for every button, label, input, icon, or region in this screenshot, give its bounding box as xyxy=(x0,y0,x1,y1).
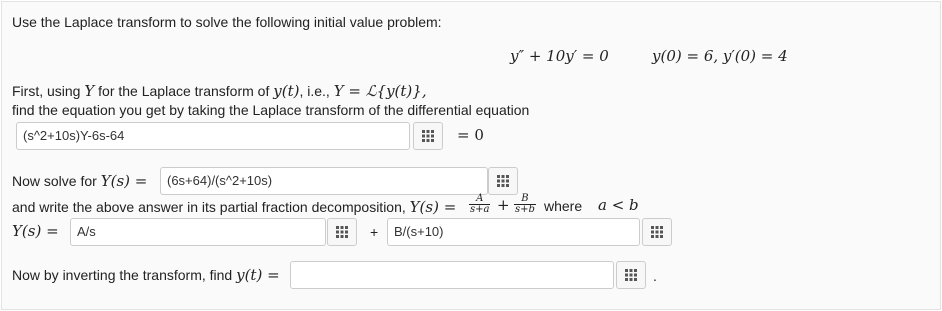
step2-prefix: Now solve for xyxy=(12,173,97,189)
keypad-button-4[interactable] xyxy=(642,218,672,246)
fraction-A-input[interactable]: A/s xyxy=(70,218,326,246)
step3-text-label: and write the above answer in its partial fraction decomposition, xyxy=(12,199,406,215)
step1-line2: find the equation you get by taking the Laplace transform of the differential equation xyxy=(12,102,530,118)
initial-conditions: y(0) = 6, y′(0) = 4 xyxy=(652,47,788,65)
step4-text-label: Now by inverting the transform, find xyxy=(12,267,233,283)
keypad-button-2[interactable] xyxy=(488,167,518,195)
condition-a-lt-b: a < b xyxy=(598,196,639,214)
fraction-B-input[interactable]: B/(s+10) xyxy=(387,218,640,246)
fraction-B xyxy=(514,194,536,215)
step1-definition: Y = ℒ{y(t)}, xyxy=(333,82,427,100)
fraction-A xyxy=(469,194,490,215)
keypad-icon xyxy=(625,269,637,281)
step2-text xyxy=(12,172,147,190)
step1-first-text: First, using xyxy=(12,83,81,99)
fraction-B-denominator: s+b xyxy=(515,204,535,215)
where-text: where xyxy=(544,198,583,214)
laplace-equation-input[interactable]: (s^2+10s)Y-6s-64 xyxy=(16,122,410,150)
question-panel xyxy=(1,1,941,310)
fraction-A-denominator: s+a xyxy=(470,204,490,215)
step3-lhs: Y(s) = xyxy=(12,222,59,240)
Ys-input[interactable]: (6s+64)/(s^2+10s) xyxy=(160,167,488,195)
keypad-icon xyxy=(336,226,348,238)
step4-yt: y(t) = xyxy=(236,266,280,284)
fraction-B-numerator: B xyxy=(514,194,536,205)
yt-input[interactable] xyxy=(290,261,614,289)
equals-zero: = 0 xyxy=(457,126,484,144)
step3-text xyxy=(12,198,456,216)
step1-line1 xyxy=(12,82,427,100)
plus-sign-2: + xyxy=(370,224,379,240)
step2-Ys: Y(s) = xyxy=(100,172,148,190)
step1-for-text: for the Laplace transform of xyxy=(98,83,270,99)
period: . xyxy=(653,268,657,284)
step1-yt: y(t) xyxy=(273,82,300,100)
keypad-button-5[interactable] xyxy=(616,261,646,289)
keypad-button-3[interactable] xyxy=(327,218,357,246)
keypad-icon xyxy=(497,175,509,187)
fraction-A-numerator: A xyxy=(469,194,490,205)
keypad-icon xyxy=(651,226,663,238)
keypad-button-1[interactable] xyxy=(413,122,443,150)
step3-Ys: Y(s) = xyxy=(409,198,457,216)
step1-ie-text: , i.e., xyxy=(299,83,330,99)
step1-var-Y: Y xyxy=(84,82,95,100)
step4-text xyxy=(12,266,280,284)
intro-text: Use the Laplace transform to solve the following initial value problem: xyxy=(12,14,442,30)
ode-equation: y″ + 10y′ = 0 xyxy=(510,47,609,65)
keypad-icon xyxy=(422,130,434,142)
plus-sign: + xyxy=(497,196,510,214)
